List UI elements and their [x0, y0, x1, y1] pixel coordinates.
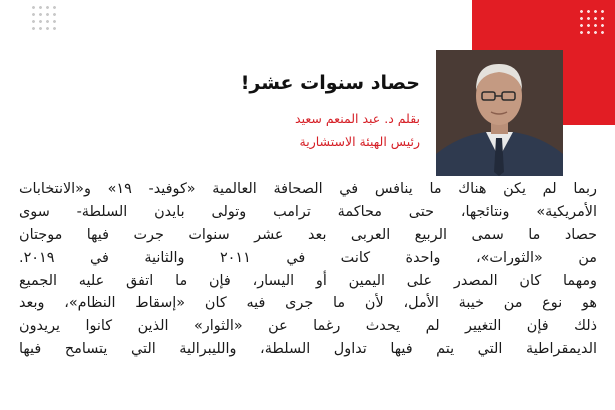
- dot-pattern-decoration: [578, 8, 608, 34]
- article-body: [19, 178, 597, 361]
- author-role: رئيس الهيئة الاستشارية: [299, 134, 420, 149]
- author-portrait-icon: [436, 50, 563, 176]
- author-byline: بقلم د. عبد المنعم سعيد: [295, 111, 420, 126]
- author-photo: [436, 50, 563, 176]
- article-body-line: الديمقراطية التي يتم فيها تداول السلطة، والليبرالية التي يتسامح فيها: [19, 341, 597, 358]
- article-body-line: الأمريكية» ونتائجها، حتى محاكمة ترامب وتولى بايدن السلطة- سوى: [19, 203, 597, 220]
- article-title: حصاد سنوات عشر!: [240, 72, 420, 94]
- article-body-line: هو نوع من خيبة الأمل، لأن ما جرى فيه كان «إسقاط النظام»، وبعد: [19, 295, 597, 312]
- article-body-line: ومهما كان المصدر على اليمين أو اليسار، فإن ما اتفق عليه الجميع: [19, 272, 597, 289]
- dot-pattern-decoration: [30, 4, 60, 30]
- article-body-line: ربما لم يكن هناك ما ينافس في الصحافة العالمية «كوفيد- ١٩» و«الانتخابات: [19, 181, 597, 197]
- article-body-line: من «الثورات»، واحدة كانت في ٢٠١١ والثانية في ٢٠١٩.: [19, 249, 597, 266]
- article-body-line: ذلك فإن التغيير لم يحدث رغما عن «الثوار» الذين كانوا يريدون: [19, 318, 597, 335]
- article-body-line: حصاد ما سمى الربيع العربى بعد عشر سنوات جرت فيها موجتان: [19, 226, 597, 243]
